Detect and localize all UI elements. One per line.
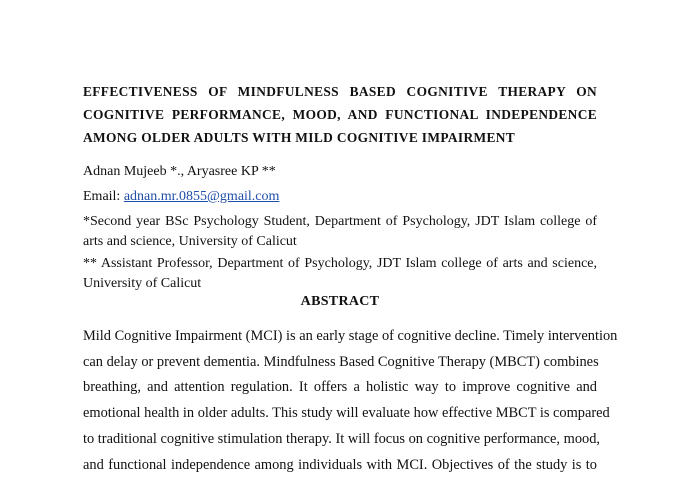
abstract-line: and functional independence among individuals with MCI. Objectives of the study is to (83, 456, 597, 473)
title-line-1: EFFECTIVENESS OF MINDFULNESS BASED COGNITIVE THERAPY ON (83, 84, 597, 99)
abstract-line: can delay or prevent dementia. Mindfulness Based Cognitive Therapy (MBCT) combines (83, 353, 599, 370)
abstract-line: emotional health in older adults. This study will evaluate how effective MBCT is compared (83, 405, 610, 422)
paper-title (83, 80, 597, 149)
email-label: Email: (83, 189, 124, 204)
affiliation-professor: ** Assistant Professor, Department of Psychology, JDT Islam college of arts and science, University of Calicut (83, 256, 597, 291)
abstract-body (83, 324, 618, 478)
title-line-3: AMONG OLDER ADULTS WITH MILD COGNITIVE IMPAIRMENT (83, 130, 516, 145)
affiliation-student: *Second year BSc Psychology Student, Department of Psychology, JDT Islam college of arts and science, University of Calicut (83, 214, 597, 249)
author-list: Adnan Mujeeb *., Aryasree KP ** (83, 164, 276, 179)
email-link[interactable]: adnan.mr.0855@gmail.com (123, 189, 280, 204)
email-line (83, 187, 597, 207)
abstract-line: Mild Cognitive Impairment (MCI) is an early stage of cognitive decline. Timely intervention (83, 328, 618, 344)
abstract-line: breathing, and attention regulation. It offers a holistic way to improve cognitive and (83, 379, 597, 396)
abstract-heading: ABSTRACT (300, 294, 380, 309)
abstract-line: to traditional cognitive stimulation therapy. It will focus on cognitive performance, mood, (83, 430, 601, 447)
title-line-2: COGNITIVE PERFORMANCE, MOOD, AND FUNCTIONAL INDEPENDENCE (83, 107, 597, 122)
